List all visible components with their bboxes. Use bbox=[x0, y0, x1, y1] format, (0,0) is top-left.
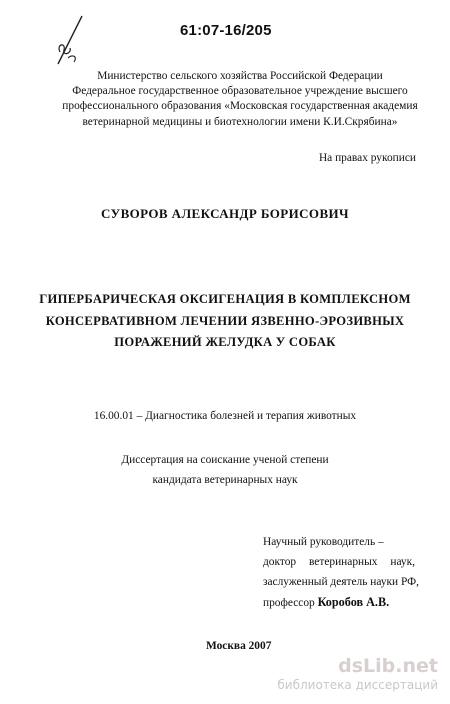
title-line: КОНСЕРВАТИВНОМ ЛЕЧЕНИИ ЯЗВЕННО-ЭРОЗИВНЫХ bbox=[45, 313, 405, 328]
watermark-logo-domain: .net bbox=[395, 655, 438, 677]
author-name: СУВОРОВ АЛЕКСАНДР БОРИСОВИЧ bbox=[101, 206, 349, 221]
city-year: Москва 2007 bbox=[206, 640, 272, 652]
watermark bbox=[263, 655, 438, 700]
dissertation-title bbox=[20, 289, 430, 354]
ministry-line: профессионального образования «Московская государственная академия bbox=[62, 100, 418, 113]
ministry-header bbox=[40, 69, 440, 130]
ministry-line: ветеринарной медицины и биотехнологии имени К.И.Скрябина» bbox=[82, 115, 398, 128]
watermark-subtitle: библиотека диссертаций bbox=[277, 678, 438, 692]
advisor-honor: заслуженный деятель науки РФ, bbox=[263, 576, 419, 588]
advisor-rank: профессор bbox=[263, 597, 315, 609]
watermark-logo bbox=[263, 655, 438, 677]
watermark-logo-main: dsLib bbox=[338, 655, 396, 677]
ministry-line: Федеральное государственное образовательное учреждение высшего bbox=[72, 85, 408, 98]
advisor-name: Коробов А.В. bbox=[317, 595, 390, 609]
archive-code: 61:07-16/205 bbox=[180, 22, 272, 39]
degree-line: кандидата ветеринарных наук bbox=[152, 474, 298, 486]
title-line: ГИПЕРБАРИЧЕСКАЯ ОКСИГЕНАЦИЯ В КОМПЛЕКСНОМ bbox=[39, 292, 411, 306]
scientific-advisor bbox=[263, 532, 419, 613]
title-line: ПОРАЖЕНИЙ ЖЕЛУДКА У СОБАК bbox=[114, 335, 336, 349]
advisor-degree: доктор ветеринарных наук, bbox=[263, 556, 415, 568]
specialty-code: 16.00.01 – Диагностика болезней и терапия животных bbox=[93, 410, 357, 422]
degree-statement bbox=[0, 450, 450, 490]
ministry-line: Министерство сельского хозяйства Российской Федерации bbox=[97, 70, 383, 82]
advisor-role: Научный руководитель – bbox=[263, 536, 384, 548]
manuscript-rights: На правах рукописи bbox=[318, 152, 416, 164]
degree-line: Диссертация на соискание ученой степени bbox=[121, 454, 329, 466]
handwritten-stamp-icon bbox=[52, 14, 86, 66]
